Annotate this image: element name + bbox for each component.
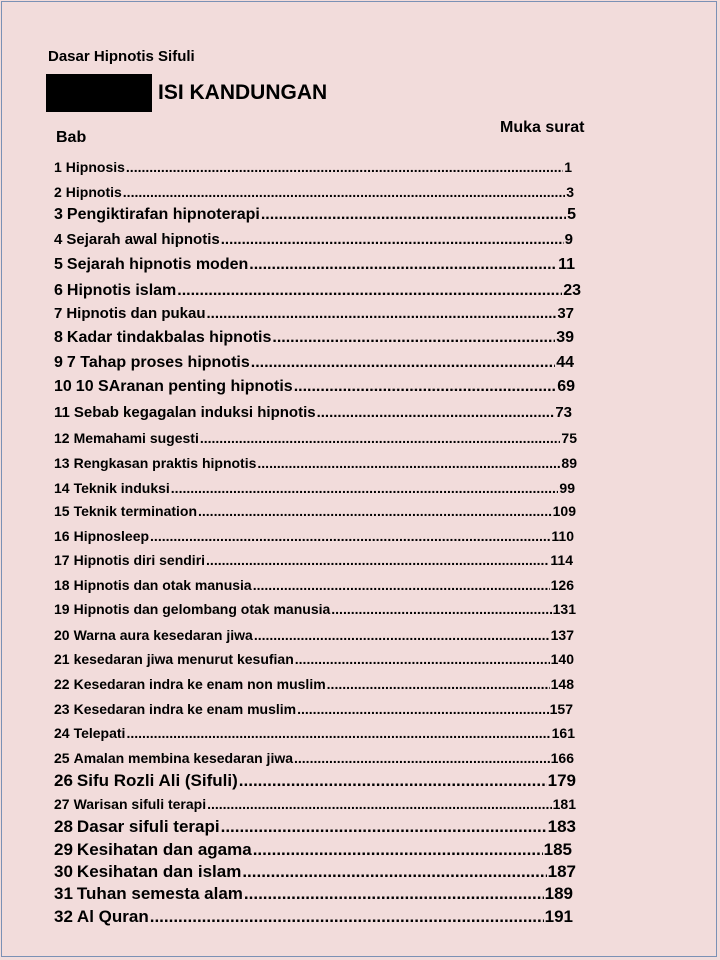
toc-entry-number: 7 (54, 305, 63, 322)
toc-entry (54, 430, 577, 446)
toc-dot-leader (126, 159, 563, 175)
toc-entry (54, 771, 576, 791)
toc-entry-title: Rengkasan praktis hipnotis (73, 455, 257, 471)
toc-entry (54, 796, 576, 812)
toc-entry-number: 10 (54, 378, 72, 395)
toc-dot-leader (207, 305, 557, 322)
toc-entry-page: 99 (559, 480, 575, 496)
toc-entry-title: Hipnotis dan pukau (66, 305, 206, 322)
toc-entry-title: Hipnosleep (73, 528, 150, 544)
toc-entry-number: 18 (54, 577, 70, 593)
toc-entry (54, 206, 576, 224)
toc-entry-number: 6 (54, 282, 63, 299)
toc-entry-page: 73 (555, 404, 572, 421)
toc-entry (54, 862, 576, 882)
toc-dot-leader (177, 282, 562, 300)
toc-dot-leader (253, 840, 543, 860)
toc-entry-number: 23 (54, 701, 70, 717)
toc-dot-leader (123, 184, 565, 200)
toc-entry-title: Teknik termination (73, 503, 198, 519)
toc-entry (54, 725, 575, 741)
toc-entry (54, 651, 574, 667)
toc-entry-page: 114 (550, 552, 573, 568)
toc-entry (54, 378, 575, 396)
toc-entry-page: 1 (564, 159, 572, 175)
toc-entry-title: 7 Tahap proses hipnotis (66, 354, 250, 371)
toc-entry-title: Hipnotis (65, 184, 122, 200)
toc-entry (54, 480, 575, 496)
toc-entry-number: 9 (54, 354, 63, 371)
toc-dot-leader (200, 430, 561, 446)
toc-entry-number: 24 (54, 725, 70, 741)
toc-entry-title: Telepati (73, 725, 126, 741)
toc-entry-page: 187 (547, 862, 576, 881)
toc-entry-page: 5 (567, 206, 576, 223)
toc-entry-title: kesedaran jiwa menurut kesufian (73, 651, 294, 667)
toc-entry-number: 30 (54, 862, 73, 881)
toc-entry-title: Hipnotis diri sendiri (73, 552, 206, 568)
toc-entry-number: 8 (54, 329, 63, 346)
toc-entry (54, 231, 573, 248)
toc-entry-title: Hipnotis islam (66, 282, 177, 299)
toc-entry (54, 282, 581, 300)
toc-dot-leader (272, 329, 555, 347)
toc-entry-page: 37 (557, 305, 574, 322)
toc-entry-title: Kadar tindakbalas hipnotis (66, 329, 272, 346)
toc-entry-title: 10 SAranan penting hipnotis (75, 378, 293, 395)
toc-entry (54, 404, 572, 421)
toc-entry-number: 14 (54, 480, 70, 496)
toc-entry-number: 22 (54, 676, 70, 692)
toc-entry (54, 840, 572, 860)
toc-entry-number: 28 (54, 817, 73, 836)
toc-entry-page: 109 (552, 503, 576, 519)
toc-entry-number: 29 (54, 840, 73, 859)
toc-entry-title: Al Quran (76, 907, 149, 926)
toc-entry-title: Sifu Rozli Ali (Sifuli) (76, 771, 238, 790)
toc-entry-page: 140 (550, 651, 574, 667)
toc-entry-page: 166 (550, 750, 574, 766)
toc-entry (54, 159, 572, 175)
toc-entry-title: Dasar sifuli terapi (76, 817, 220, 836)
toc-entry-page: 179 (547, 771, 576, 790)
page-column-header: Muka surat (500, 119, 585, 136)
toc-dot-leader (221, 817, 547, 837)
document-header: Dasar Hipnotis Sifuli (48, 48, 195, 65)
toc-entry-title: Amalan membina kesedaran jiwa (73, 750, 294, 766)
toc-entry-page: 131 (552, 601, 576, 617)
toc-entry (54, 528, 574, 544)
toc-dot-leader (242, 862, 546, 882)
toc-entry-number: 16 (54, 528, 70, 544)
toc-dot-leader (254, 627, 550, 643)
toc-dot-leader (171, 480, 559, 496)
toc-dot-leader (297, 701, 549, 717)
toc-entry-title: Memahami sugesti (73, 430, 199, 446)
toc-entry-title: Warna aura kesedaran jiwa (73, 627, 253, 643)
toc-dot-leader (150, 528, 550, 544)
toc-entry (54, 817, 576, 837)
toc-entry-title: Kesihatan dan islam (76, 862, 242, 881)
toc-entry-number: 32 (54, 907, 73, 926)
toc-entry-page: 157 (549, 701, 573, 717)
toc-dot-leader (261, 206, 566, 224)
toc-entry-page: 110 (551, 528, 574, 544)
toc-dot-leader (206, 552, 549, 568)
toc-entry-title: Sejarah awal hipnotis (66, 231, 220, 248)
toc-entry-number: 2 (54, 184, 62, 200)
toc-entry-title: Pengiktirafan hipnoterapi (66, 206, 260, 223)
toc-entry-number: 4 (54, 231, 63, 248)
toc-entry-page: 75 (561, 430, 577, 446)
toc-dot-leader (244, 884, 544, 904)
toc-entry-number: 20 (54, 627, 70, 643)
toc-entry-page: 23 (563, 282, 581, 299)
toc-entry-number: 26 (54, 771, 73, 790)
toc-dot-leader (253, 577, 550, 593)
toc-entry-title: Hipnotis dan otak manusia (73, 577, 252, 593)
toc-entry-page: 9 (564, 231, 573, 248)
toc-entry-number: 21 (54, 651, 70, 667)
toc-entry-number: 12 (54, 430, 70, 446)
toc-entry (54, 627, 574, 643)
toc-entry-number: 19 (54, 601, 70, 617)
toc-entry-title: Teknik induksi (73, 480, 170, 496)
toc-entry-title: Tuhan semesta alam (76, 884, 243, 903)
toc-entry (54, 907, 573, 927)
toc-entry-number: 3 (54, 206, 63, 223)
toc-entry-title: Hipnosis (65, 159, 125, 175)
toc-dot-leader (257, 455, 560, 471)
toc-entry-number: 1 (54, 159, 62, 175)
toc-entry-title: Warisan sifuli terapi (73, 796, 207, 812)
toc-entry-page: 3 (566, 184, 574, 200)
toc-entry-number: 27 (54, 796, 70, 812)
toc-entry-page: 189 (544, 884, 573, 903)
toc-entry (54, 552, 573, 568)
toc-dot-leader (294, 378, 557, 396)
toc-entry-number: 25 (54, 750, 70, 766)
toc-entry (54, 884, 573, 904)
toc-entry (54, 750, 574, 766)
toc-dot-leader (295, 651, 550, 667)
toc-dot-leader (207, 796, 552, 812)
toc-entry (54, 676, 574, 692)
toc-entry-page: 191 (544, 907, 573, 926)
toc-entry-page: 183 (547, 817, 576, 836)
toc-entry-title: Sejarah hipnotis moden (66, 256, 249, 273)
toc-dot-leader (331, 601, 551, 617)
toc-entry-number: 11 (54, 404, 70, 421)
toc-entry (54, 329, 574, 347)
toc-entry-page: 137 (550, 627, 574, 643)
toc-entry-number: 15 (54, 503, 70, 519)
toc-entry-page: 181 (552, 796, 576, 812)
toc-entry-number: 31 (54, 884, 73, 903)
toc-entry (54, 305, 574, 322)
toc-dot-leader (239, 771, 547, 791)
toc-entry-title: Hipnotis dan gelombang otak manusia (73, 601, 331, 617)
toc-entry-title: Kesedaran indra ke enam non muslim (73, 676, 326, 692)
toc-dot-leader (221, 231, 564, 248)
toc-dot-leader (327, 676, 550, 692)
toc-entry (54, 503, 576, 519)
toc-entry-title: Kesedaran indra ke enam muslim (73, 701, 297, 717)
toc-entry (54, 701, 573, 717)
toc-dot-leader (198, 503, 552, 519)
toc-entry-number: 13 (54, 455, 70, 471)
toc-entry (54, 577, 574, 593)
chapter-column-header: Bab (56, 129, 87, 146)
toc-dot-leader (317, 404, 555, 421)
toc-entry-title: Sebab kegagalan induksi hipnotis (73, 404, 316, 421)
page-title: ISI KANDUNGAN (158, 81, 328, 104)
toc-entry-number: 17 (54, 552, 70, 568)
toc-entry-page: 69 (557, 378, 575, 395)
toc-entry (54, 256, 575, 274)
toc-dot-leader (150, 907, 544, 927)
toc-entry (54, 601, 576, 617)
toc-entry (54, 455, 577, 471)
toc-entry (54, 184, 574, 200)
toc-entry-page: 161 (551, 725, 575, 741)
toc-entry-page: 126 (550, 577, 574, 593)
toc-entry-title: Kesihatan dan agama (76, 840, 252, 859)
toc-entry-page: 148 (550, 676, 574, 692)
toc-entry-page: 11 (558, 256, 575, 273)
toc-entry-page: 89 (561, 455, 577, 471)
toc-dot-leader (249, 256, 557, 274)
toc-dot-leader (251, 354, 555, 372)
toc-entry-page: 185 (543, 840, 572, 859)
toc-entry-page: 39 (556, 329, 574, 346)
toc-entry-number: 5 (54, 256, 63, 273)
toc-entry (54, 354, 574, 372)
toc-dot-leader (126, 725, 550, 741)
toc-dot-leader (294, 750, 550, 766)
toc-entry-page: 44 (556, 354, 574, 371)
